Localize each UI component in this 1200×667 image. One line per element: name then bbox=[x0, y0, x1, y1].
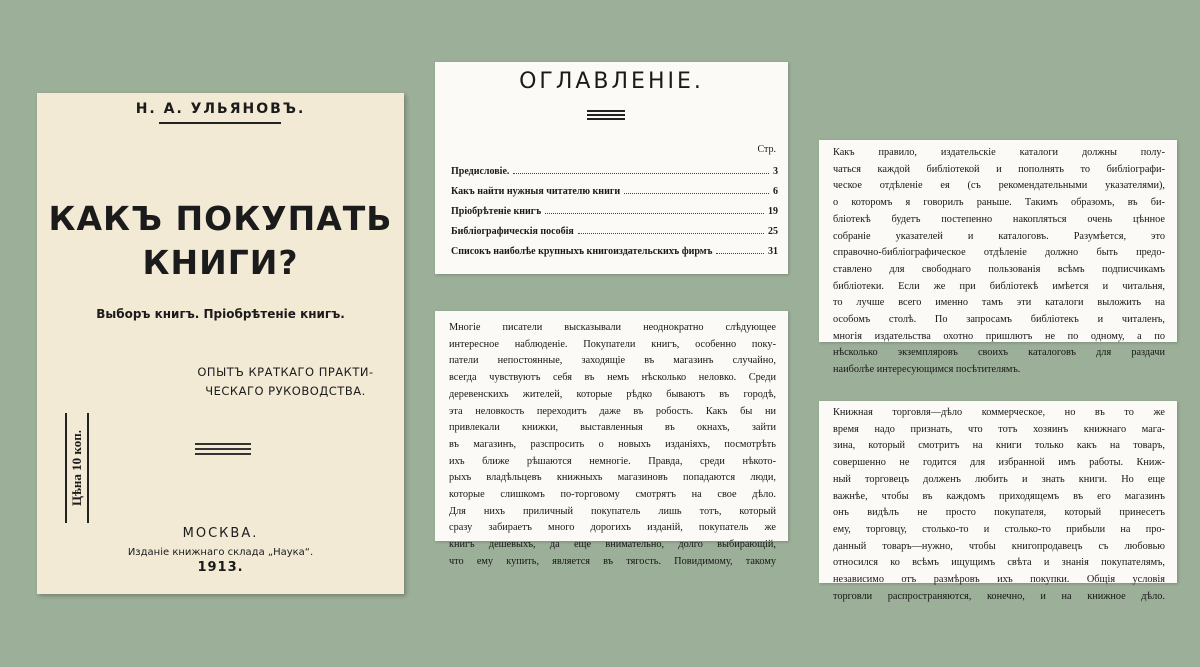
text-excerpt-bookshop-buyers bbox=[435, 311, 788, 567]
author-underline bbox=[159, 122, 281, 124]
toc-entry bbox=[451, 165, 778, 185]
text-line: то лучше всего именно тамъ эти каталоги выложить на bbox=[833, 297, 1165, 309]
text-line: о которомъ я говорилъ раньше. Такимъ образомъ, въ би- bbox=[833, 197, 1165, 209]
cover-title-line-1: КАКЪ ПОКУПАТЬ bbox=[48, 199, 393, 238]
text-line: чаться каждой библіотекой и пополнять то библіографи- bbox=[833, 163, 1165, 175]
cover-year: 1913. bbox=[197, 560, 244, 575]
toc-entry bbox=[451, 225, 778, 245]
text-line: справочно-библіографическое отдѣленіе должно быть предо- bbox=[833, 247, 1165, 259]
text-line: совершенно не годится для избранной имъ работы. Книж- bbox=[833, 457, 1165, 469]
text-line: ческое отдѣленіе ея (съ рекомендательными указателями), bbox=[833, 180, 1165, 192]
text-line: относился ко всѣмъ ищущимъ свѣта и знанія покупателямъ, bbox=[833, 557, 1165, 569]
text-line: Какъ правило, издательскіе каталоги должны полу- bbox=[833, 147, 1165, 158]
toc-page-header: Стр. bbox=[757, 144, 776, 155]
toc-entry bbox=[451, 185, 778, 205]
cover-price: Цѣна 10 коп. bbox=[69, 430, 84, 506]
toc-entry-label: Предисловіе. bbox=[451, 166, 510, 177]
text-line: бліотекѣ будетъ постепенно накопляться очень цѣнное bbox=[833, 213, 1165, 225]
toc-entry-page: 3 bbox=[773, 166, 778, 177]
text-line: важнѣе, чтобы въ каждомъ приходящемъ въ его магазинъ bbox=[833, 490, 1165, 502]
text-excerpt-book-trade bbox=[819, 401, 1177, 602]
text-line: собраніе указателей и каталоговъ. Разумѣется, это bbox=[833, 230, 1165, 242]
text-line: Многіе писатели высказывали неоднократно слѣдующее bbox=[449, 322, 776, 333]
text-line: библіотеки. Если же при библіотекѣ имѣется и читальня, bbox=[833, 280, 1165, 292]
toc-title: ОГЛАВЛЕНІЕ. bbox=[519, 69, 704, 94]
text-line: нѣсколько экземпляровъ своихъ каталоговъ для раздачи bbox=[833, 347, 1165, 359]
text-line: независимо отъ размѣровъ ихъ покупки. Общія условія bbox=[833, 574, 1165, 586]
text-line: эта неловкость переходитъ даже въ робость. Какъ бы ни bbox=[449, 405, 776, 417]
text-line: книгъ дешевыхъ, да еще внимательно, долго выбирающій, bbox=[449, 539, 776, 551]
text-line: наиболѣе интересующимся посѣтителямъ. bbox=[833, 364, 1021, 376]
toc-entry-page: 6 bbox=[773, 186, 778, 197]
text-line: ему, торговцу, столько-то и столько-то прибыли на про- bbox=[833, 523, 1165, 535]
text-line: въ магазинъ, разспросить о новыхъ изданіяхъ, посмотрѣть bbox=[449, 438, 776, 450]
toc-entry bbox=[451, 245, 778, 265]
text-line: сразу забираетъ много дорогихъ изданій, покупатель же bbox=[449, 522, 776, 534]
toc-entry-page: 25 bbox=[768, 226, 778, 237]
text-line: ставлено для свободнаго пользованія всѣмъ подписчикамъ bbox=[833, 263, 1165, 275]
cover-experience-line: ЧЕСКАГО РУКОВОДСТВА. bbox=[205, 384, 366, 398]
text-line: деревенскихъ жителей, которые рѣдко бываютъ въ городѣ, bbox=[449, 388, 776, 400]
book-cover bbox=[37, 93, 404, 594]
cover-price-box bbox=[65, 413, 89, 523]
toc-list bbox=[451, 165, 778, 265]
toc-dot-leader bbox=[545, 205, 764, 214]
toc-entry-label: Списокъ наиболѣе крупныхъ книгоиздательскихъ фирмъ bbox=[451, 246, 713, 257]
text-line: зина, который смотритъ на книги только какъ на товаръ, bbox=[833, 440, 1165, 452]
text-line: торговли распространяются, конечно, и на книжное дѣло. bbox=[833, 590, 1165, 602]
cover-subtitle: Выборъ книгъ. Пріобрѣтеніе книгъ. bbox=[96, 307, 345, 321]
text-line: время надо признать, что тотъ хозяинъ книжнаго мага- bbox=[833, 423, 1165, 435]
cover-ornament-divider bbox=[195, 443, 251, 458]
toc-dot-leader bbox=[624, 185, 769, 194]
text-line: данный товаръ—нужно, чтобы книгопродавецъ съ любовью bbox=[833, 540, 1165, 552]
text-line: патели непостоянные, заходящіе въ магазинъ случайно, bbox=[449, 355, 776, 367]
text-line: онъ видѣлъ не просто покупателя, который принесетъ bbox=[833, 507, 1165, 519]
text-line: Книжная торговля—дѣло коммерческое, но въ то же bbox=[833, 407, 1165, 418]
cover-title-line-2: КНИГИ? bbox=[142, 243, 299, 282]
text-line: которые слишкомъ по-торговому смотрятъ на свое дѣло. bbox=[449, 489, 776, 501]
text-line: ный торговецъ долженъ любить и знать книги. Но еще bbox=[833, 473, 1165, 485]
text-line: особомъ столѣ. По запросамъ библіотекъ и читаленъ, bbox=[833, 314, 1165, 326]
cover-experience-line: ОПЫТЪ КРАТКАГО ПРАКТИ- bbox=[197, 365, 374, 379]
toc-dot-leader bbox=[513, 165, 769, 174]
text-line: многія издательства охотно пришлютъ не по одному, а по bbox=[833, 330, 1165, 342]
text-line: привлекали книжки, выставленныя въ окнахъ, зайти bbox=[449, 422, 776, 434]
toc-dot-leader bbox=[578, 225, 764, 234]
cover-author: Н. А. УЛЬЯНОВЪ. bbox=[135, 101, 306, 117]
cover-publisher: Изданіе книжнаго склада „Наука“. bbox=[127, 547, 314, 558]
table-of-contents-page bbox=[435, 62, 788, 274]
toc-ornament-divider bbox=[587, 110, 625, 122]
toc-dot-leader bbox=[716, 245, 764, 254]
text-line: всегда чувствуютъ себя въ немъ нѣсколько неловко. Среди bbox=[449, 372, 776, 384]
text-excerpt-catalogues bbox=[819, 140, 1177, 376]
toc-entry-label: Какъ найти нужныя читателю книги bbox=[451, 186, 621, 197]
toc-entry bbox=[451, 205, 778, 225]
text-line: Для нихъ приличный покупатель лишь тотъ, который bbox=[449, 505, 776, 517]
toc-entry-label: Библіографическія пособія bbox=[451, 226, 574, 237]
text-line: что ему купить, является въ тягость. Повидимому, такому bbox=[449, 555, 776, 567]
text-line: рыхъ владѣльцевъ книжныхъ магазиновъ попадаются люди, bbox=[449, 472, 776, 484]
toc-entry-page: 31 bbox=[768, 246, 778, 257]
cover-city: МОСКВА. bbox=[182, 526, 259, 541]
text-line: интересное наблюденіе. Покупатели книгъ, особенно поку- bbox=[449, 338, 776, 350]
toc-entry-page: 19 bbox=[768, 206, 778, 217]
text-line: ихъ ближе рѣшаются немногіе. Правда, среди нѣкото- bbox=[449, 455, 776, 467]
toc-entry-label: Пріобрѣтеніе книгъ bbox=[451, 206, 542, 217]
cover-experience-note bbox=[187, 363, 384, 401]
